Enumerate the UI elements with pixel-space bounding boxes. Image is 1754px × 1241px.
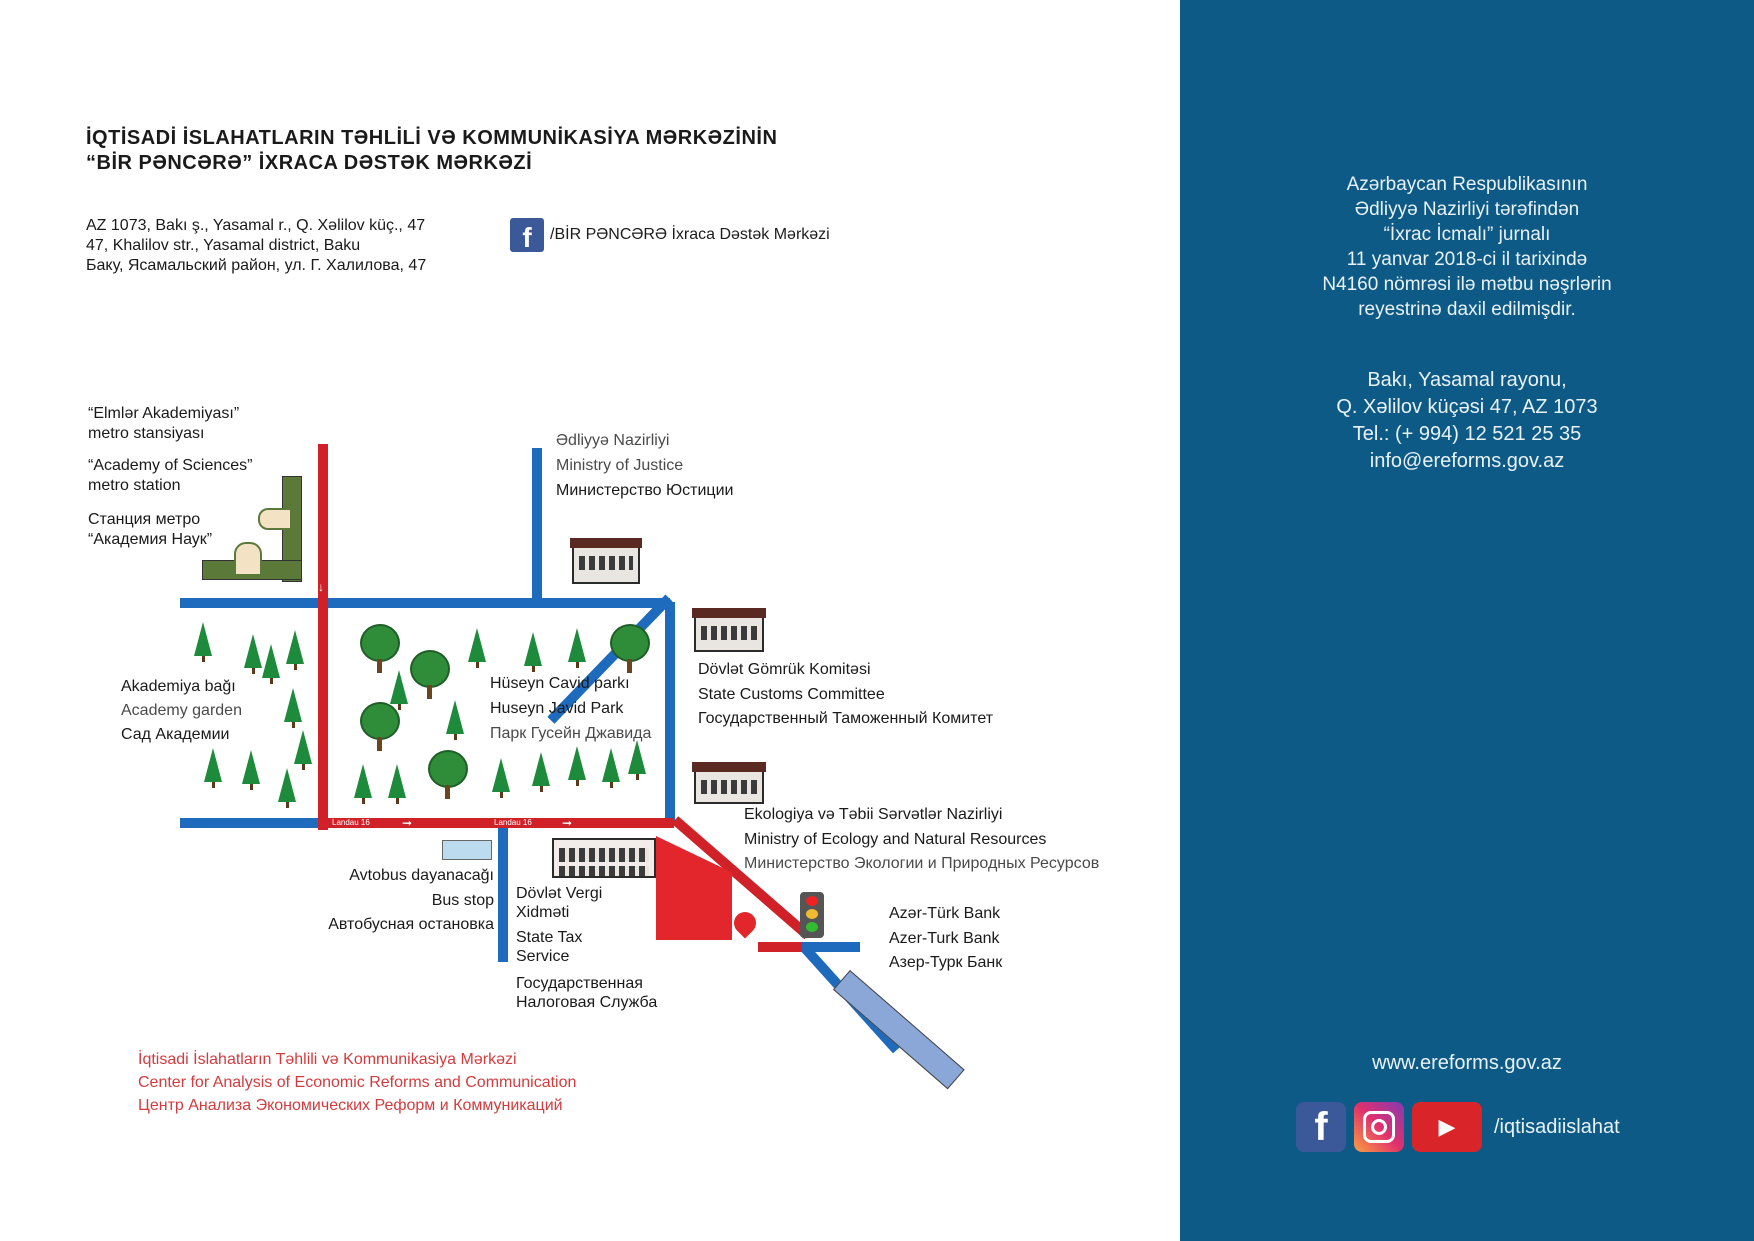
metro-station-icon (202, 476, 302, 580)
tree-icon (204, 748, 222, 782)
metro-label-ru-1: Станция метро (88, 511, 201, 528)
tree-icon (428, 750, 468, 788)
tree-icon (194, 622, 212, 656)
tree-icon (532, 752, 550, 786)
customs-label-az: Dövlət Gömrük Komitəsi (698, 661, 871, 678)
tree-icon (602, 748, 620, 782)
metro-label-en-2: metro station (88, 477, 181, 494)
street-label-2: Landau 16 (494, 818, 532, 827)
contact-line: Bakı, Yasamal rayonu, (1367, 369, 1567, 391)
ecology-ministry-building-icon (694, 770, 764, 804)
bus-label-az: Avtobus dayanacağı (349, 867, 494, 884)
road-justice (532, 448, 542, 604)
instagram-icon[interactable] (1354, 1102, 1404, 1152)
tree-icon (242, 750, 260, 784)
bank-label-ru: Азер-Турк Банк (889, 954, 1003, 971)
road-bottom-left (180, 818, 320, 828)
bank-label-en: Azer-Turk Bank (889, 930, 1000, 947)
facebook-icon[interactable]: f (1296, 1102, 1346, 1152)
ecology-label-az: Ekologiya və Təbii Sərvətlər Nazirliyi (744, 806, 1003, 823)
facebook-icon: f (510, 218, 544, 252)
tree-icon (524, 632, 542, 666)
customs-label-ru: Государственный Таможенный Комитет (698, 710, 994, 727)
registry-line: 11 yanvar 2018-ci il tarixində (1346, 249, 1588, 270)
road-landau-end (758, 942, 802, 952)
address-block (86, 216, 426, 276)
social-links (1296, 1102, 1620, 1152)
organization-footer (138, 1048, 576, 1117)
park-label-az: Hüseyn Cavid parkı (490, 675, 630, 692)
garden-label-ru: Сад Академии (121, 726, 230, 743)
street-label-1: Landau 16 (332, 818, 370, 827)
contact-email[interactable]: info@ereforms.gov.az (1369, 450, 1565, 472)
tree-icon (262, 644, 280, 678)
metro-label-ru-2: “Академия Наук” (88, 531, 213, 548)
tree-icon (278, 768, 296, 802)
tree-icon (284, 688, 302, 722)
tree-icon (446, 700, 464, 734)
contact-block (1180, 367, 1754, 475)
bus-label-en: Bus stop (431, 892, 494, 909)
ecology-label-en: Ministry of Ecology and Natural Resources (744, 831, 1047, 848)
metro-label-en-1: “Academy of Sciences” (88, 457, 253, 474)
bus-stop-icon (442, 840, 492, 860)
tree-icon (468, 628, 486, 662)
footer-en: Center for Analysis of Economic Reforms and Communication (138, 1074, 577, 1091)
arrow-right-icon: ➞ (402, 816, 413, 830)
address-en: 47, Khalilov str., Yasamal district, Baku (86, 237, 361, 254)
road-tax-vertical (498, 824, 508, 962)
tree-icon (360, 702, 400, 740)
page-title (86, 126, 777, 176)
road-landau-vertical (318, 444, 328, 830)
youtube-icon[interactable]: ▶ (1412, 1102, 1482, 1152)
contact-phone[interactable]: Tel.: (+ 994) 12 521 25 35 (1352, 423, 1582, 445)
tax-label-az-2: Xidməti (516, 904, 570, 921)
tree-icon (628, 740, 646, 774)
arrow-down-icon: ↓ (318, 580, 324, 594)
garden-label-en: Academy garden (121, 702, 242, 719)
tax-service-building-icon (552, 838, 656, 878)
justice-label-en: Ministry of Justice (556, 457, 684, 474)
tree-icon (354, 764, 372, 798)
bus-label-ru: Автобусная остановка (328, 916, 494, 933)
footer-az: İqtisadi İslahatların Təhlili və Kommunikasiya Mərkəzi (138, 1051, 517, 1068)
address-ru: Баку, Ясамальский район, ул. Г. Халилова, 47 (86, 257, 427, 274)
tree-icon (294, 730, 312, 764)
tax-label-en-2: Service (516, 948, 570, 965)
garden-label-az: Akademiya bağı (121, 678, 236, 695)
arrow-right-icon: ➞ (562, 816, 573, 830)
tree-icon (568, 746, 586, 780)
facebook-link[interactable] (510, 218, 830, 252)
justice-label-ru: Министерство Юстиции (556, 482, 734, 499)
right-sidebar (1180, 0, 1754, 1241)
ecology-label-ru: Министерство Экологии и Природных Ресурсов (744, 855, 1100, 872)
tree-icon (388, 764, 406, 798)
tree-icon (286, 630, 304, 664)
metro-label-az-2: metro stansiyası (88, 425, 205, 442)
footer-ru: Центр Анализа Экономических Реформ и Коммуникаций (138, 1097, 563, 1114)
registry-line: Azərbaycan Respublikasının (1346, 174, 1588, 195)
tax-label-ru-2: Налоговая Служба (516, 994, 658, 1011)
tree-icon (360, 624, 400, 662)
facebook-handle: /BİR PƏNCƏRƏ İxraca Dəstək Mərkəzi (550, 226, 830, 243)
tax-label-en-1: State Tax (516, 929, 583, 946)
registry-text (1180, 172, 1754, 322)
tax-label-ru-1: Государственная (516, 975, 643, 992)
title-line-1: İQTİSADİ İSLAHATLARIN TƏHLİLİ VƏ KOMMUNİKASİYA MƏRKƏZİNİN (86, 127, 778, 149)
tax-label-az-1: Dövlət Vergi (516, 885, 603, 902)
title-line-2: “BİR PƏNCƏRƏ” İXRACA DƏSTƏK MƏRKƏZİ (86, 152, 533, 174)
customs-label-en: State Customs Committee (698, 686, 885, 703)
tree-icon (244, 634, 262, 668)
bank-label-az: Azər-Türk Bank (889, 905, 1001, 922)
registry-line: “İxrac İcmalı” jurnalı (1383, 224, 1551, 245)
tree-icon (410, 650, 450, 688)
traffic-light-icon (800, 892, 824, 938)
road-right-vertical (665, 602, 675, 824)
address-az: AZ 1073, Bakı ş., Yasamal r., Q. Xəlilov küç., 47 (86, 217, 426, 234)
bank-building-icon (833, 970, 965, 1089)
tree-icon (390, 670, 408, 704)
website-link[interactable]: www.ereforms.gov.az (1372, 1052, 1562, 1074)
tree-icon (568, 628, 586, 662)
contact-line: Q. Xəlilov küçəsi 47, AZ 1073 (1336, 396, 1598, 418)
location-pin-icon (729, 907, 760, 938)
social-handle[interactable]: /iqtisadiislahat (1494, 1115, 1620, 1138)
registry-line: N4160 nömrəsi ilə mətbu nəşrlərin (1322, 274, 1612, 295)
tree-icon (492, 758, 510, 792)
tree-icon (610, 624, 650, 662)
park-label-ru: Парк Гусейн Джавида (490, 725, 652, 742)
ministry-justice-building-icon (572, 546, 640, 584)
justice-label-az: Ədliyyə Nazirliyi (556, 432, 670, 449)
registry-line: Ədliyyə Nazirliyi tərəfindən (1354, 199, 1580, 220)
customs-building-icon (694, 616, 764, 652)
metro-label-az-1: “Elmlər Akademiyası” (88, 405, 240, 422)
registry-line: reyestrinə daxil edilmişdir. (1358, 299, 1576, 320)
center-building-icon (656, 836, 732, 940)
road-top (180, 598, 670, 608)
park-label-en: Huseyn Javid Park (490, 700, 624, 717)
